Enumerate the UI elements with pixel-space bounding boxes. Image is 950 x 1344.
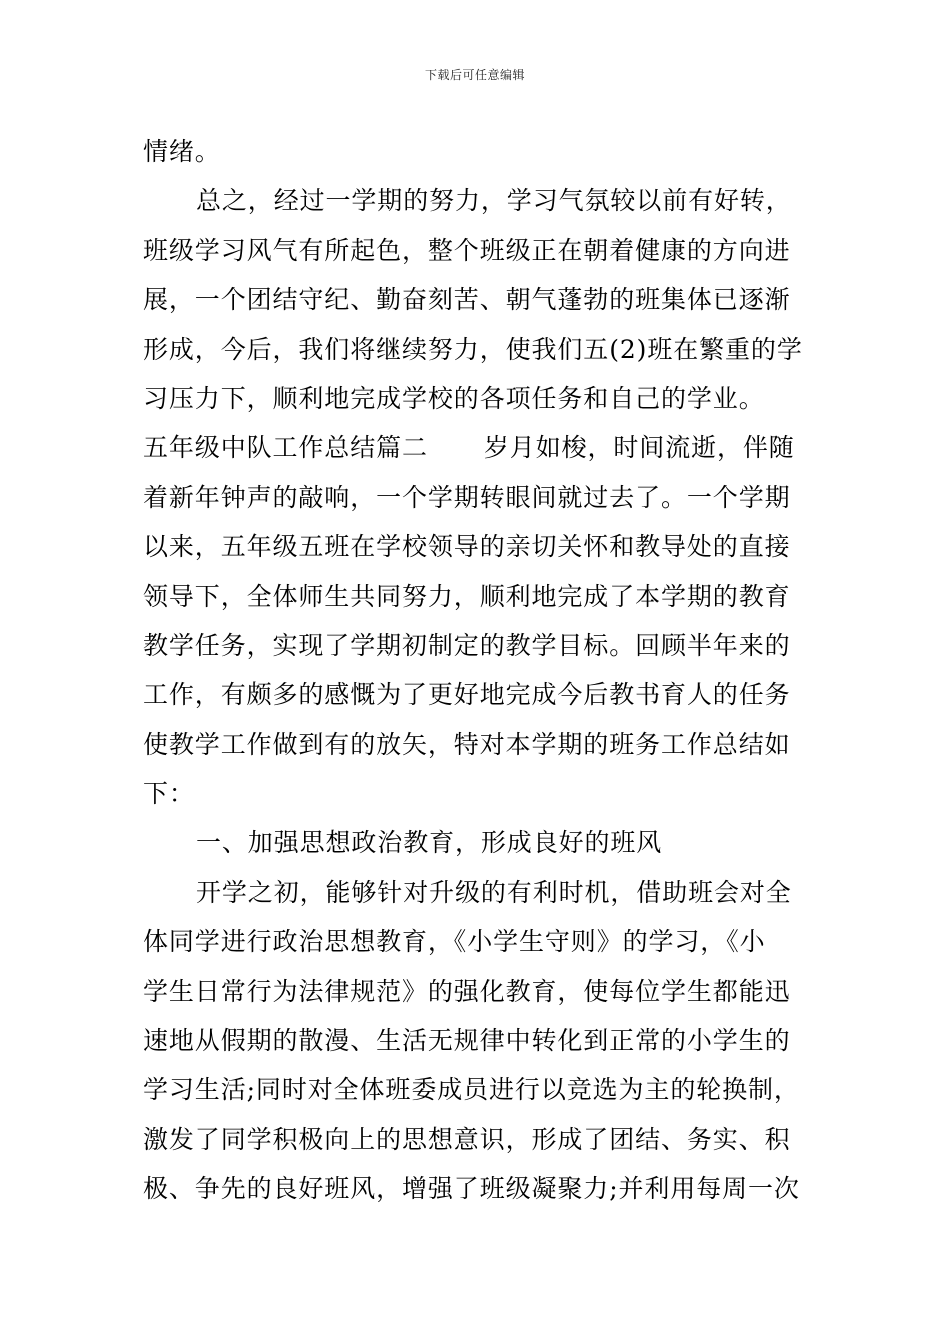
section-title: 五年级中队工作总结篇二: [143, 433, 428, 463]
text-line: 下：: [143, 779, 195, 809]
text-line: 展，一个团结守纪、勤奋刻苦、朝气蓬勃的班集体已逐渐: [143, 285, 791, 315]
text-line: [143, 423, 811, 472]
text-line: 开学之初，能够针对升级的有利时机，借助班会对全: [196, 877, 792, 907]
text-line: 习压力下，顺利地完成学校的各项任务和自己的学业。: [143, 383, 765, 413]
text-line: 着新年钟声的敲响，一个学期转眼间就过去了。一个学期: [143, 482, 791, 512]
text-line: 体同学进行政治思想教育，《小学生守则》的学习，《小: [143, 927, 766, 957]
text-line: 学生日常行为法律规范》的强化教育，使每位学生都能迅: [143, 976, 791, 1006]
page-header: 下载后可任意编辑: [424, 68, 525, 82]
text-line: 激发了同学积极向上的思想意识，形成了团结、务实、积: [143, 1124, 791, 1154]
subheading-line: 一、加强思想政治教育，形成良好的班风: [196, 828, 663, 858]
text-line: 使教学工作做到有的放矢，特对本学期的班务工作总结如: [143, 729, 791, 759]
text-line: 工作，有颇多的感慨为了更好地完成今后教书育人的任务: [143, 680, 791, 710]
text-line: 以来，五年级五班在学校领导的亲切关怀和教导处的直接: [143, 532, 791, 562]
text-line: 总之，经过一学期的努力，学习气氛较以前有好转，: [196, 186, 792, 216]
text-line: 教学任务，实现了学期初制定的教学目标。回顾半年来的: [143, 630, 791, 660]
text-line: 领导下，全体师生共同努力，顺利地完成了本学期的教育: [143, 581, 791, 611]
text-line: 形成，今后，我们将继续努力，使我们五(2)班在繁重的学: [143, 334, 803, 364]
text-line: 学习生活;同时对全体班委成员进行以竞选为主的轮换制，: [143, 1075, 800, 1105]
text-line: 极、争先的良好班风，增强了班级凝聚力;并利用每周一次: [143, 1174, 800, 1204]
text-fragment: 岁月如梭，时间流逝，伴随: [483, 433, 795, 463]
text-line: 班级学习风气有所起色，整个班级正在朝着健康的方向进: [143, 235, 791, 265]
text-line: 速地从假期的散漫、生活无规律中转化到正常的小学生的: [143, 1026, 791, 1056]
text-line: 情绪。: [143, 137, 221, 166]
document-body: [143, 127, 811, 1214]
